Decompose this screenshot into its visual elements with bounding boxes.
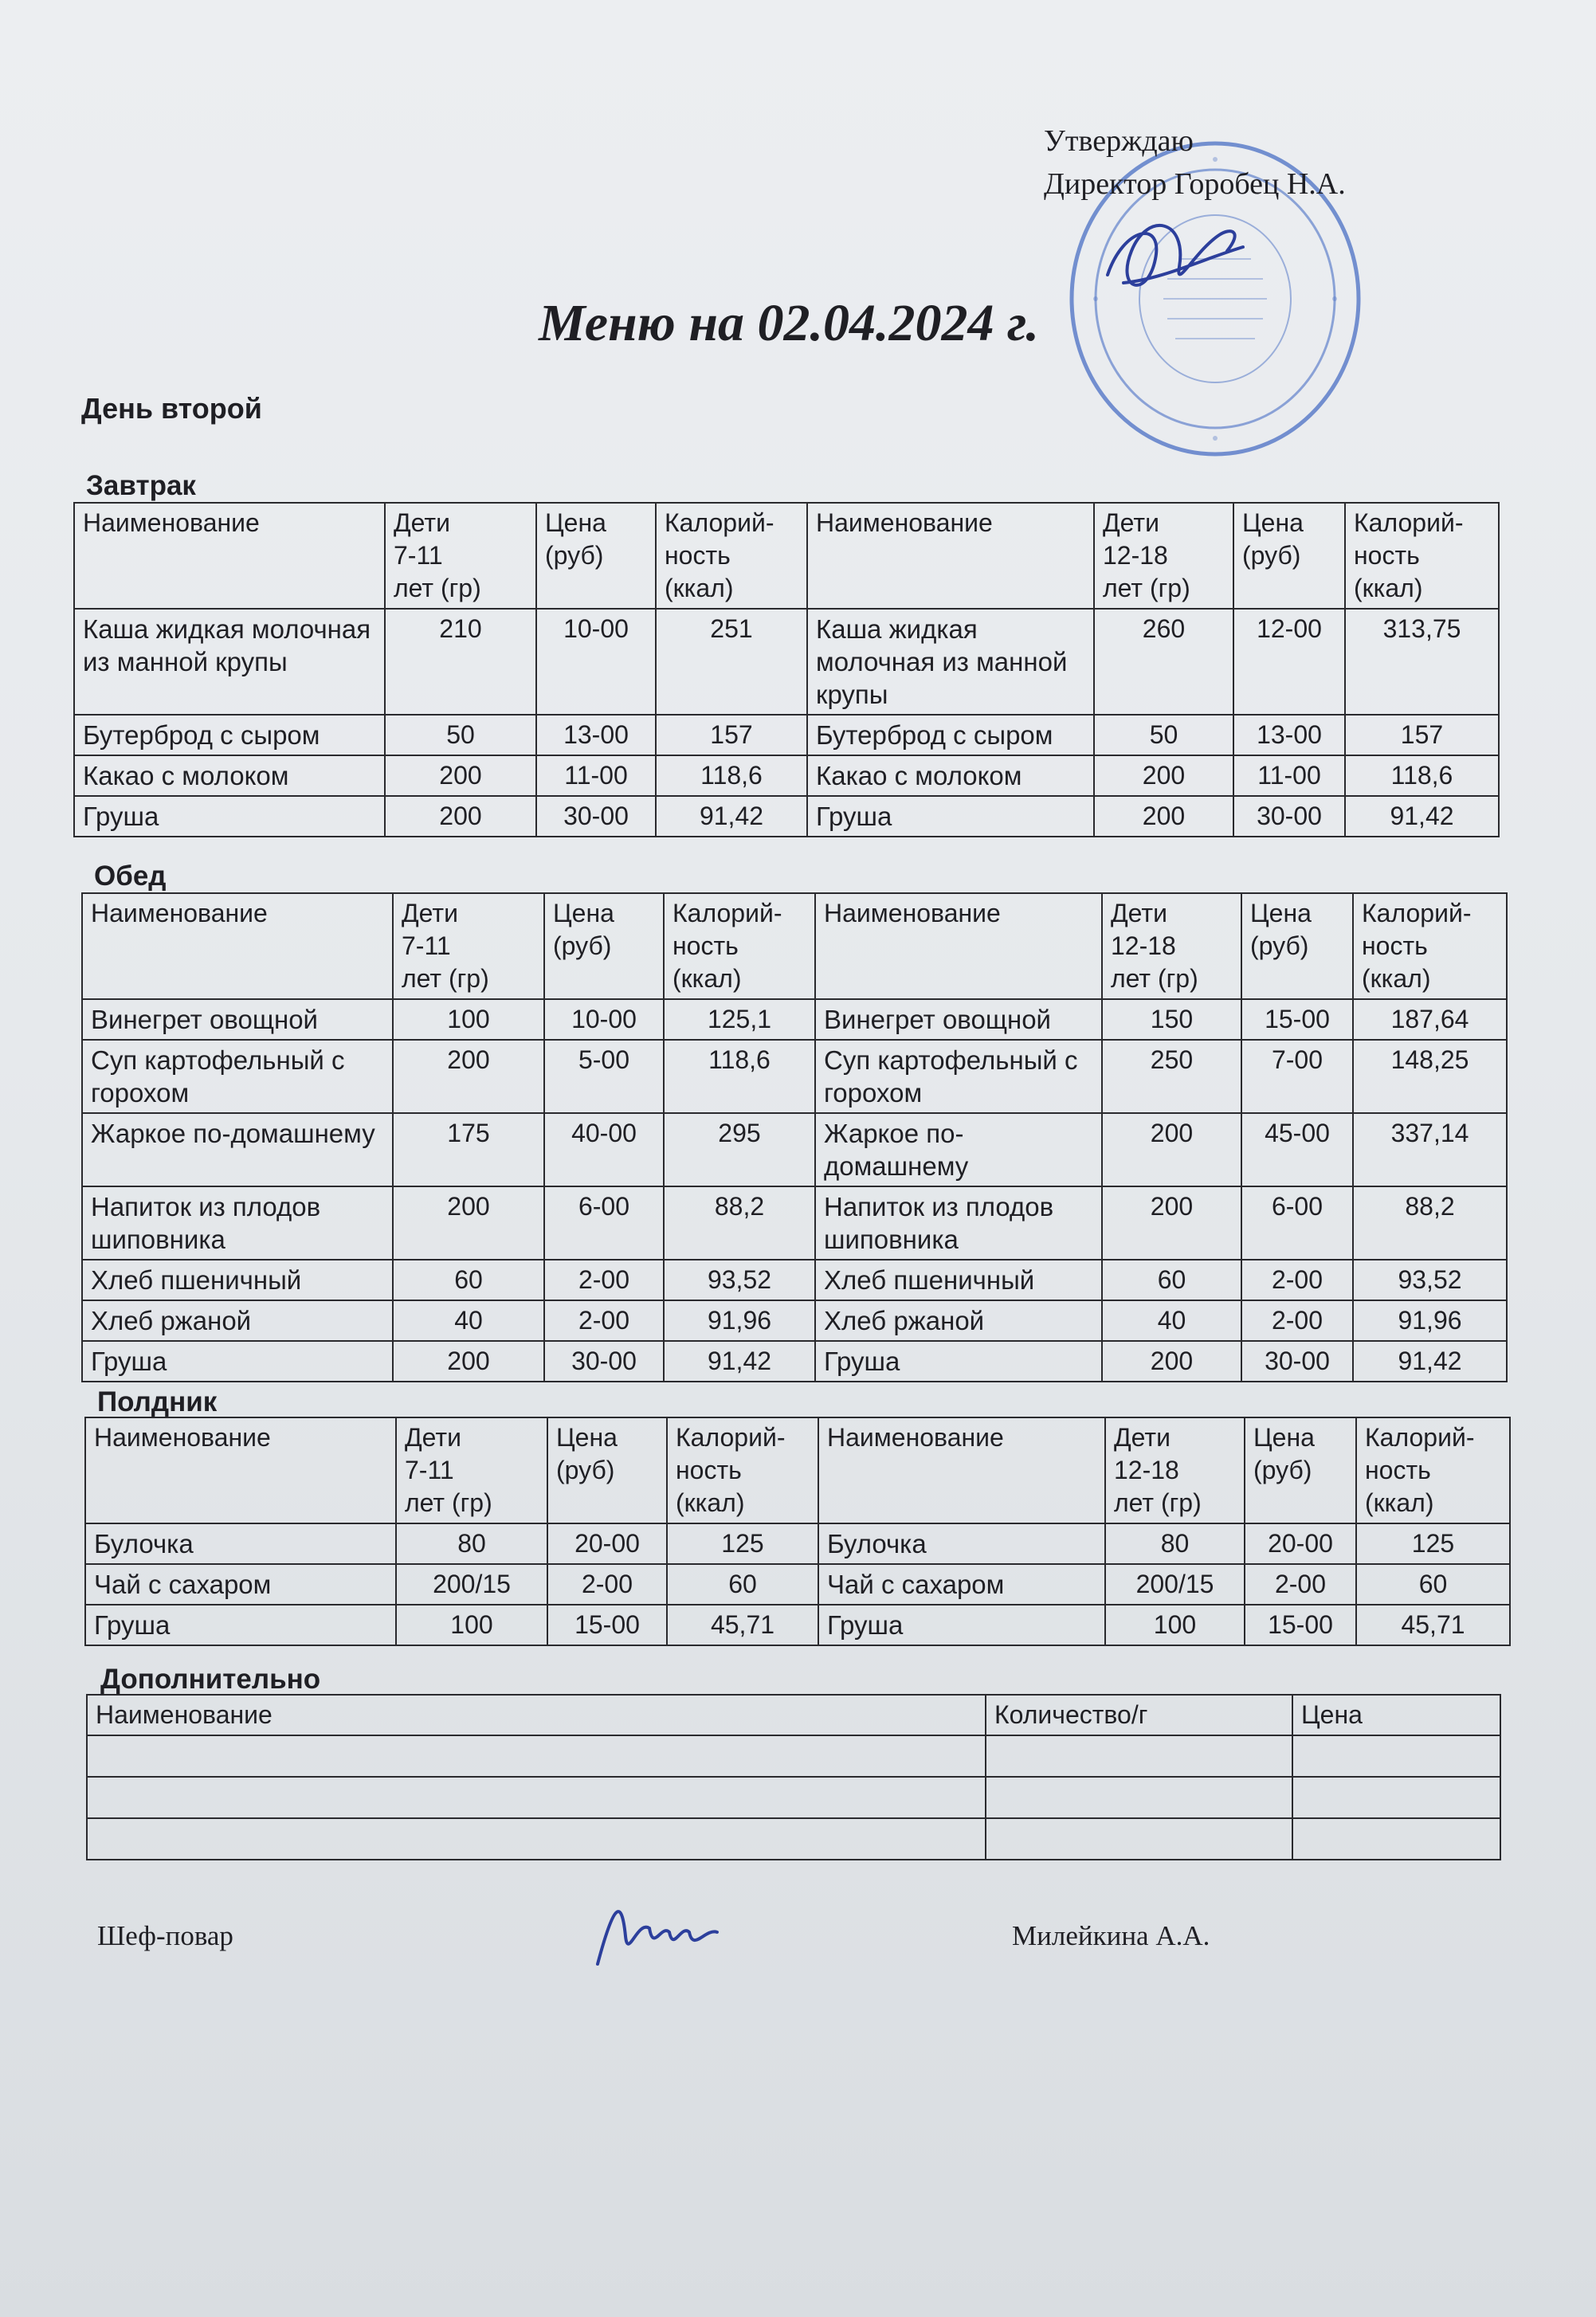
header-price-12-18-line: Цена xyxy=(1253,1423,1315,1452)
table-row xyxy=(82,1260,1507,1300)
portion-7-11: 175 xyxy=(393,1113,544,1186)
header-price-7-11-line: Цена xyxy=(553,899,614,927)
dish-name-12-18: Груша xyxy=(818,1605,1105,1645)
calories-12-18: 88,2 xyxy=(1353,1186,1507,1260)
header-calories-7-11-line: (ккал) xyxy=(676,1488,745,1517)
price-7-11: 20-00 xyxy=(547,1523,667,1564)
header-kids-7-11 xyxy=(393,893,544,999)
extra-quantity-cell xyxy=(986,1777,1292,1818)
dish-name-7-11: Булочка xyxy=(85,1523,396,1564)
dish-name-7-11: Хлеб пшеничный xyxy=(82,1260,393,1300)
extra-price-cell xyxy=(1292,1818,1500,1860)
header-kids-7-11-line: Дети xyxy=(405,1423,461,1452)
header-calories-7-11-line: (ккал) xyxy=(673,964,742,993)
header-kids-12-18-line: 12-18 xyxy=(1111,931,1176,960)
header-kids-12-18-line: Дети xyxy=(1114,1423,1171,1452)
header-price-12-18-line: (руб) xyxy=(1250,931,1309,960)
header-calories-7-11 xyxy=(667,1417,818,1523)
price-12-18: 30-00 xyxy=(1233,796,1345,837)
dish-name-7-11: Напиток из плодов шиповника xyxy=(82,1186,393,1260)
table-row xyxy=(82,999,1507,1040)
header-kids-7-11 xyxy=(385,503,536,609)
footer-role: Шеф-повар xyxy=(97,1920,233,1951)
dish-name-7-11: Чай с сахаром xyxy=(85,1564,396,1605)
extra-name-cell xyxy=(87,1777,986,1818)
extra-price-cell xyxy=(1292,1735,1500,1777)
header-price-12-18-line: Цена xyxy=(1250,899,1312,927)
dish-name-12-18: Какао с молоком xyxy=(807,755,1094,796)
header-calories-7-11-line: ность xyxy=(665,541,731,570)
table-row xyxy=(74,796,1499,837)
dish-name-12-18: Суп картофельный с горохом xyxy=(815,1040,1102,1113)
dish-name-7-11: Каша жидкая молочная из манной крупы xyxy=(74,609,385,715)
extra-name-cell xyxy=(87,1735,986,1777)
table-header-row xyxy=(85,1417,1510,1523)
portion-7-11: 210 xyxy=(385,609,536,715)
calories-12-18: 125 xyxy=(1356,1523,1510,1564)
dish-name-12-18: Напиток из плодов шиповника xyxy=(815,1186,1102,1260)
header-kids-7-11-line: 7-11 xyxy=(405,1456,454,1484)
extra-row xyxy=(87,1735,1500,1777)
page-title: Меню на 02.04.2024 г. xyxy=(539,294,1039,352)
header-name-12-18: Наименование xyxy=(818,1417,1105,1523)
portion-7-11: 80 xyxy=(396,1523,547,1564)
portion-12-18: 200 xyxy=(1102,1186,1241,1260)
calories-12-18: 45,71 xyxy=(1356,1605,1510,1645)
header-price-7-11-line: (руб) xyxy=(556,1456,615,1484)
extra-row xyxy=(87,1818,1500,1860)
calories-7-11: 157 xyxy=(656,715,807,755)
portion-7-11: 100 xyxy=(396,1605,547,1645)
header-calories-12-18 xyxy=(1353,893,1507,999)
header-kids-12-18-line: лет (гр) xyxy=(1111,964,1198,993)
price-12-18: 2-00 xyxy=(1241,1300,1353,1341)
portion-12-18: 260 xyxy=(1094,609,1233,715)
dish-name-12-18: Бутерброд с сыром xyxy=(807,715,1094,755)
header-calories-12-18-line: ность xyxy=(1362,931,1428,960)
portion-12-18: 200 xyxy=(1094,796,1233,837)
header-kids-12-18-line: 12-18 xyxy=(1103,541,1168,570)
extra-header-name: Наименование xyxy=(87,1695,986,1735)
day-label: День второй xyxy=(81,392,262,425)
dish-name-12-18: Хлеб пшеничный xyxy=(815,1260,1102,1300)
header-price-7-11-line: (руб) xyxy=(553,931,612,960)
price-7-11: 2-00 xyxy=(544,1260,664,1300)
portion-7-11: 200/15 xyxy=(396,1564,547,1605)
calories-12-18: 91,96 xyxy=(1353,1300,1507,1341)
header-calories-7-11-line: Калорий- xyxy=(676,1423,786,1452)
dish-name-7-11: Груша xyxy=(85,1605,396,1645)
table-row xyxy=(85,1605,1510,1645)
header-calories-12-18-line: ность xyxy=(1354,541,1420,570)
dish-name-12-18: Винегрет овощной xyxy=(815,999,1102,1040)
table-header-row xyxy=(74,503,1499,609)
section-title-lunch: Обед xyxy=(94,861,167,892)
dish-name-12-18: Каша жидкая молочная из манной крупы xyxy=(807,609,1094,715)
header-kids-7-11-line: 7-11 xyxy=(402,931,451,960)
header-kids-7-11-line: лет (гр) xyxy=(405,1488,492,1517)
price-7-11: 10-00 xyxy=(544,999,664,1040)
calories-12-18: 93,52 xyxy=(1353,1260,1507,1300)
calories-12-18: 313,75 xyxy=(1345,609,1499,715)
calories-7-11: 88,2 xyxy=(664,1186,815,1260)
calories-7-11: 91,42 xyxy=(656,796,807,837)
approval-block xyxy=(1044,120,1346,206)
portion-12-18: 200 xyxy=(1102,1113,1241,1186)
header-kids-7-11-line: лет (гр) xyxy=(394,574,481,602)
header-calories-12-18-line: (ккал) xyxy=(1365,1488,1434,1517)
header-name-12-18: Наименование xyxy=(815,893,1102,999)
price-7-11: 30-00 xyxy=(536,796,656,837)
section-title-snack: Полдник xyxy=(97,1386,218,1417)
portion-7-11: 200 xyxy=(393,1040,544,1113)
dish-name-7-11: Суп картофельный с горохом xyxy=(82,1040,393,1113)
price-7-11: 2-00 xyxy=(544,1300,664,1341)
calories-12-18: 148,25 xyxy=(1353,1040,1507,1113)
price-12-18: 15-00 xyxy=(1245,1605,1356,1645)
price-12-18: 7-00 xyxy=(1241,1040,1353,1113)
portion-12-18: 250 xyxy=(1102,1040,1241,1113)
extra-name-cell xyxy=(87,1818,986,1860)
header-calories-7-11 xyxy=(656,503,807,609)
portion-12-18: 100 xyxy=(1105,1605,1245,1645)
portion-12-18: 200/15 xyxy=(1105,1564,1245,1605)
price-12-18: 2-00 xyxy=(1241,1260,1353,1300)
dish-name-12-18: Груша xyxy=(815,1341,1102,1382)
portion-12-18: 150 xyxy=(1102,999,1241,1040)
price-7-11: 5-00 xyxy=(544,1040,664,1113)
header-price-12-18 xyxy=(1245,1417,1356,1523)
dish-name-7-11: Какао с молоком xyxy=(74,755,385,796)
header-name-12-18: Наименование xyxy=(807,503,1094,609)
header-price-7-11 xyxy=(547,1417,667,1523)
calories-7-11: 45,71 xyxy=(667,1605,818,1645)
price-12-18: 12-00 xyxy=(1233,609,1345,715)
breakfast-table xyxy=(73,502,1500,837)
header-kids-12-18-line: лет (гр) xyxy=(1103,574,1190,602)
table-row xyxy=(85,1564,1510,1605)
header-name-7-11: Наименование xyxy=(82,893,393,999)
calories-7-11: 295 xyxy=(664,1113,815,1186)
table-row xyxy=(82,1300,1507,1341)
price-12-18: 6-00 xyxy=(1241,1186,1353,1260)
price-12-18: 20-00 xyxy=(1245,1523,1356,1564)
header-calories-7-11-line: ность xyxy=(676,1456,742,1484)
portion-7-11: 50 xyxy=(385,715,536,755)
header-kids-7-11-line: лет (гр) xyxy=(402,964,489,993)
price-12-18: 45-00 xyxy=(1241,1113,1353,1186)
calories-7-11: 125 xyxy=(667,1523,818,1564)
price-12-18: 15-00 xyxy=(1241,999,1353,1040)
extra-quantity-cell xyxy=(986,1818,1292,1860)
dish-name-12-18: Булочка xyxy=(818,1523,1105,1564)
portion-12-18: 80 xyxy=(1105,1523,1245,1564)
portion-7-11: 100 xyxy=(393,999,544,1040)
calories-7-11: 60 xyxy=(667,1564,818,1605)
price-7-11: 2-00 xyxy=(547,1564,667,1605)
extra-header-row xyxy=(87,1695,1500,1735)
calories-7-11: 91,42 xyxy=(664,1341,815,1382)
price-7-11: 40-00 xyxy=(544,1113,664,1186)
extra-price-cell xyxy=(1292,1777,1500,1818)
portion-12-18: 60 xyxy=(1102,1260,1241,1300)
dish-name-7-11: Винегрет овощной xyxy=(82,999,393,1040)
header-price-7-11-line: Цена xyxy=(556,1423,618,1452)
chef-signature-icon xyxy=(590,1888,725,1976)
lunch-table xyxy=(81,892,1508,1382)
approval-line-1: Утверждаю xyxy=(1044,124,1194,158)
extra-row xyxy=(87,1777,1500,1818)
header-calories-12-18-line: ность xyxy=(1365,1456,1431,1484)
header-kids-12-18-line: Дети xyxy=(1103,508,1159,537)
header-price-7-11 xyxy=(544,893,664,999)
portion-12-18: 200 xyxy=(1094,755,1233,796)
calories-12-18: 118,6 xyxy=(1345,755,1499,796)
header-kids-12-18 xyxy=(1102,893,1241,999)
header-calories-12-18-line: Калорий- xyxy=(1354,508,1464,537)
extra-header-quantity: Количество/г xyxy=(986,1695,1292,1735)
dish-name-7-11: Груша xyxy=(74,796,385,837)
calories-7-11: 125,1 xyxy=(664,999,815,1040)
price-7-11: 6-00 xyxy=(544,1186,664,1260)
price-7-11: 13-00 xyxy=(536,715,656,755)
table-row xyxy=(74,715,1499,755)
header-calories-12-18-line: Калорий- xyxy=(1365,1423,1475,1452)
table-header-row xyxy=(82,893,1507,999)
dish-name-7-11: Груша xyxy=(82,1341,393,1382)
portion-7-11: 200 xyxy=(385,796,536,837)
calories-7-11: 251 xyxy=(656,609,807,715)
header-calories-7-11 xyxy=(664,893,815,999)
table-row xyxy=(82,1113,1507,1186)
dish-name-7-11: Хлеб ржаной xyxy=(82,1300,393,1341)
header-price-7-11-line: Цена xyxy=(545,508,606,537)
price-7-11: 15-00 xyxy=(547,1605,667,1645)
header-calories-12-18-line: (ккал) xyxy=(1354,574,1423,602)
portion-12-18: 200 xyxy=(1102,1341,1241,1382)
header-calories-7-11-line: (ккал) xyxy=(665,574,734,602)
table-row xyxy=(85,1523,1510,1564)
dish-name-12-18: Груша xyxy=(807,796,1094,837)
price-7-11: 30-00 xyxy=(544,1341,664,1382)
price-12-18: 30-00 xyxy=(1241,1341,1353,1382)
section-title-extra: Дополнительно xyxy=(100,1664,321,1695)
calories-12-18: 157 xyxy=(1345,715,1499,755)
calories-7-11: 91,96 xyxy=(664,1300,815,1341)
header-kids-12-18-line: 12-18 xyxy=(1114,1456,1179,1484)
portion-7-11: 200 xyxy=(393,1186,544,1260)
extra-table xyxy=(86,1694,1501,1860)
section-title-breakfast: Завтрак xyxy=(86,470,196,501)
snack-table xyxy=(84,1417,1511,1646)
header-kids-12-18 xyxy=(1094,503,1233,609)
calories-7-11: 118,6 xyxy=(664,1040,815,1113)
dish-name-7-11: Бутерброд с сыром xyxy=(74,715,385,755)
calories-12-18: 91,42 xyxy=(1353,1341,1507,1382)
portion-12-18: 50 xyxy=(1094,715,1233,755)
header-kids-7-11-line: Дети xyxy=(402,899,458,927)
header-price-12-18-line: (руб) xyxy=(1242,541,1301,570)
header-price-7-11-line: (руб) xyxy=(545,541,604,570)
price-12-18: 11-00 xyxy=(1233,755,1345,796)
dish-name-12-18: Хлеб ржаной xyxy=(815,1300,1102,1341)
header-calories-12-18 xyxy=(1356,1417,1510,1523)
price-7-11: 10-00 xyxy=(536,609,656,715)
approval-line-2: Директор Горобец Н.А. xyxy=(1044,167,1346,201)
header-price-12-18 xyxy=(1233,503,1345,609)
table-row xyxy=(74,755,1499,796)
extra-quantity-cell xyxy=(986,1735,1292,1777)
header-calories-7-11-line: Калорий- xyxy=(673,899,782,927)
footer-name: Милейкина А.А. xyxy=(1012,1920,1210,1951)
calories-12-18: 91,42 xyxy=(1345,796,1499,837)
portion-12-18: 40 xyxy=(1102,1300,1241,1341)
calories-12-18: 337,14 xyxy=(1353,1113,1507,1186)
price-12-18: 2-00 xyxy=(1245,1564,1356,1605)
calories-12-18: 60 xyxy=(1356,1564,1510,1605)
portion-7-11: 60 xyxy=(393,1260,544,1300)
header-kids-12-18-line: лет (гр) xyxy=(1114,1488,1202,1517)
dish-name-7-11: Жаркое по-домашнему xyxy=(82,1113,393,1186)
calories-12-18: 187,64 xyxy=(1353,999,1507,1040)
table-row xyxy=(74,609,1499,715)
header-price-12-18-line: Цена xyxy=(1242,508,1304,537)
header-price-7-11 xyxy=(536,503,656,609)
extra-header-price: Цена xyxy=(1292,1695,1500,1735)
dish-name-12-18: Чай с сахаром xyxy=(818,1564,1105,1605)
portion-7-11: 200 xyxy=(385,755,536,796)
header-kids-12-18-line: Дети xyxy=(1111,899,1167,927)
header-name-7-11: Наименование xyxy=(85,1417,396,1523)
dish-name-12-18: Жаркое по-домашнему xyxy=(815,1113,1102,1186)
header-kids-12-18 xyxy=(1105,1417,1245,1523)
header-price-12-18 xyxy=(1241,893,1353,999)
portion-7-11: 200 xyxy=(393,1341,544,1382)
portion-7-11: 40 xyxy=(393,1300,544,1341)
header-kids-7-11 xyxy=(396,1417,547,1523)
table-row xyxy=(82,1186,1507,1260)
header-calories-7-11-line: Калорий- xyxy=(665,508,774,537)
header-price-12-18-line: (руб) xyxy=(1253,1456,1312,1484)
table-row xyxy=(82,1341,1507,1382)
calories-7-11: 93,52 xyxy=(664,1260,815,1300)
header-calories-12-18-line: Калорий- xyxy=(1362,899,1472,927)
price-7-11: 11-00 xyxy=(536,755,656,796)
header-calories-12-18 xyxy=(1345,503,1499,609)
header-calories-12-18-line: (ккал) xyxy=(1362,964,1431,993)
table-row xyxy=(82,1040,1507,1113)
header-kids-7-11-line: Дети xyxy=(394,508,450,537)
header-name-7-11: Наименование xyxy=(74,503,385,609)
price-12-18: 13-00 xyxy=(1233,715,1345,755)
calories-7-11: 118,6 xyxy=(656,755,807,796)
header-kids-7-11-line: 7-11 xyxy=(394,541,443,570)
header-calories-7-11-line: ность xyxy=(673,931,739,960)
